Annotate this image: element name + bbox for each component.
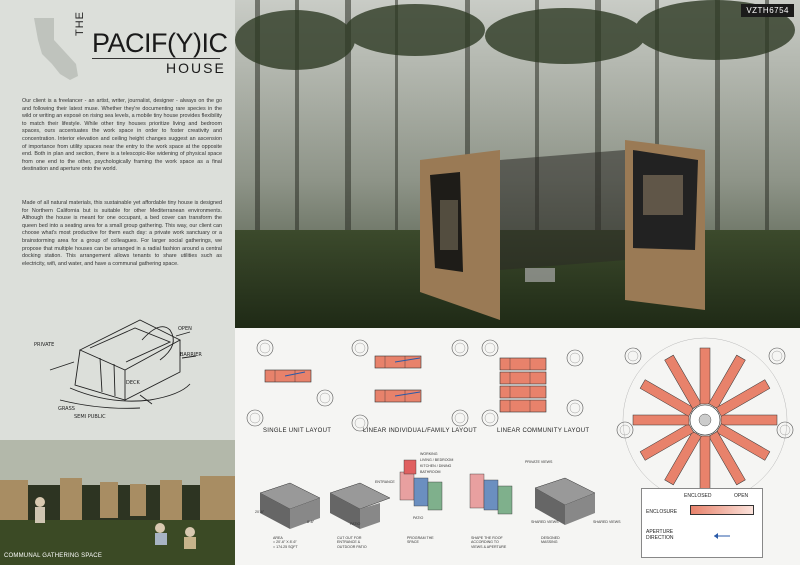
forest-render xyxy=(235,0,800,328)
title-the: THE xyxy=(74,11,86,36)
community-diagram xyxy=(482,340,583,426)
label-living-bedroom: LIVING / BEDROOM xyxy=(420,458,454,462)
sketch-label-deck: DECK xyxy=(126,380,140,386)
label-shared-views-2: SHARED VIEWS xyxy=(593,520,621,524)
sketch-label-grass: GRASS xyxy=(58,406,75,412)
legend-aperture: APERTURE DIRECTION xyxy=(646,529,674,541)
communal-render-image xyxy=(0,440,235,565)
concept-sketch xyxy=(30,300,210,430)
legend xyxy=(641,488,763,558)
page-subtitle: HOUSE xyxy=(166,60,226,76)
linear-diagram xyxy=(352,340,468,431)
page-title: PACIF(Y)IC xyxy=(92,28,228,58)
single-unit-diagram xyxy=(247,340,333,426)
communal-caption: COMMUNAL GATHERING SPACE xyxy=(4,553,103,559)
legend-enclosed: ENCLOSED xyxy=(684,493,712,499)
main-render-image xyxy=(235,0,800,328)
step-cutout: CUT OUT FOR ENTRANCE & OUTDOOR PATIO xyxy=(337,536,367,549)
label-kitchen-dining: KITCHEN / DINING xyxy=(420,464,452,468)
title-underline xyxy=(92,58,220,59)
sketch-drawing xyxy=(30,300,210,430)
communal-render xyxy=(0,440,235,565)
label-private-views: PRIVATE VIEWS xyxy=(525,460,553,464)
sketch-label-barrier: BARRIER xyxy=(180,352,202,358)
label-bathroom: BATHROOM xyxy=(420,470,441,474)
description-panel xyxy=(0,0,235,440)
aperture-arrow-icon xyxy=(712,533,732,539)
radial-diagram xyxy=(617,338,793,502)
label-patio: PATIO xyxy=(350,522,361,526)
label-single-layout: SINGLE UNIT LAYOUT xyxy=(263,428,332,434)
label-patio-2: PATIO xyxy=(413,516,424,520)
legend-enclosure: ENCLOSURE xyxy=(646,509,678,515)
label-community-layout: LINEAR COMMUNITY LAYOUT xyxy=(497,428,590,434)
step-designed: DESIGNED MASSING xyxy=(541,536,560,545)
label-shared-views-1: SHARED VIEWS xyxy=(531,520,559,524)
dim-width: 8'-6" xyxy=(307,520,315,524)
label-linear-layout: LINEAR INDIVIDUAL/FAMILY LAYOUT xyxy=(363,428,477,434)
sketch-label-private: PRIVATE xyxy=(34,342,55,348)
project-code-badge: VZTH6754 xyxy=(741,4,794,17)
label-working: WORKING xyxy=(420,452,438,456)
title-block xyxy=(30,11,230,84)
description-paragraph-1: Our client is a freelancer - an artist, writer, journalist, designer - always on the go and following their latest muse. Whether they're documenting rare species in the wild or writing an exposé on rising sea levels, a mobile tiny house provides flexibility to match their lifestyle. While other tiny houses prioritize living and bedroom spaces, ours accentuates the work space in order to foster creativity and concentration. Interior elevation and ceiling height changes suggest an ascension of importance from utility spaces near the entry to the work space at the opposite end. Both in plan and section, there is a telescopic-like widening of physical space from one end to the other, psychologically framing the work space as a final destination and aperture onto the world. xyxy=(22,98,222,173)
step-program: PROGRAM THE SPACE xyxy=(407,536,434,545)
label-entrance: ENTRANCE xyxy=(375,480,395,484)
dim-length: 20'-6" xyxy=(255,510,265,514)
legend-gradient xyxy=(690,505,754,515)
legend-open: OPEN xyxy=(734,493,749,499)
sketch-label-semi-public: SEMI PUBLIC xyxy=(74,414,106,420)
step-roof: SHAPE THE ROOF ACCORDING TO VIEWS & APERTURE xyxy=(471,536,507,549)
diagram-area xyxy=(235,328,800,565)
sketch-label-open: OPEN xyxy=(178,326,192,332)
step-area: AREA = 20'-6" X 8'-6" = 174.25 SQFT xyxy=(273,536,298,549)
description-paragraph-2: Made of all natural materials, this sustainable yet affordable tiny house is designed for Northern California but is suitable for other Mediterranean environments. Although the house is meant for one occupant, a bed cover can transform the queen bed into a seating area for a small group gathering. This way, our client can choose what's most productive for them each day: a private work sanctuary or a brainstorming area for a group of colleagues. For larger social gatherings, we propose that multiple houses can be arranged in a radial fashion around a central docking station. This arrangement allows tenants to share utilities such as electricity, wifi, and water, and have a communal gathering space. xyxy=(22,200,222,267)
